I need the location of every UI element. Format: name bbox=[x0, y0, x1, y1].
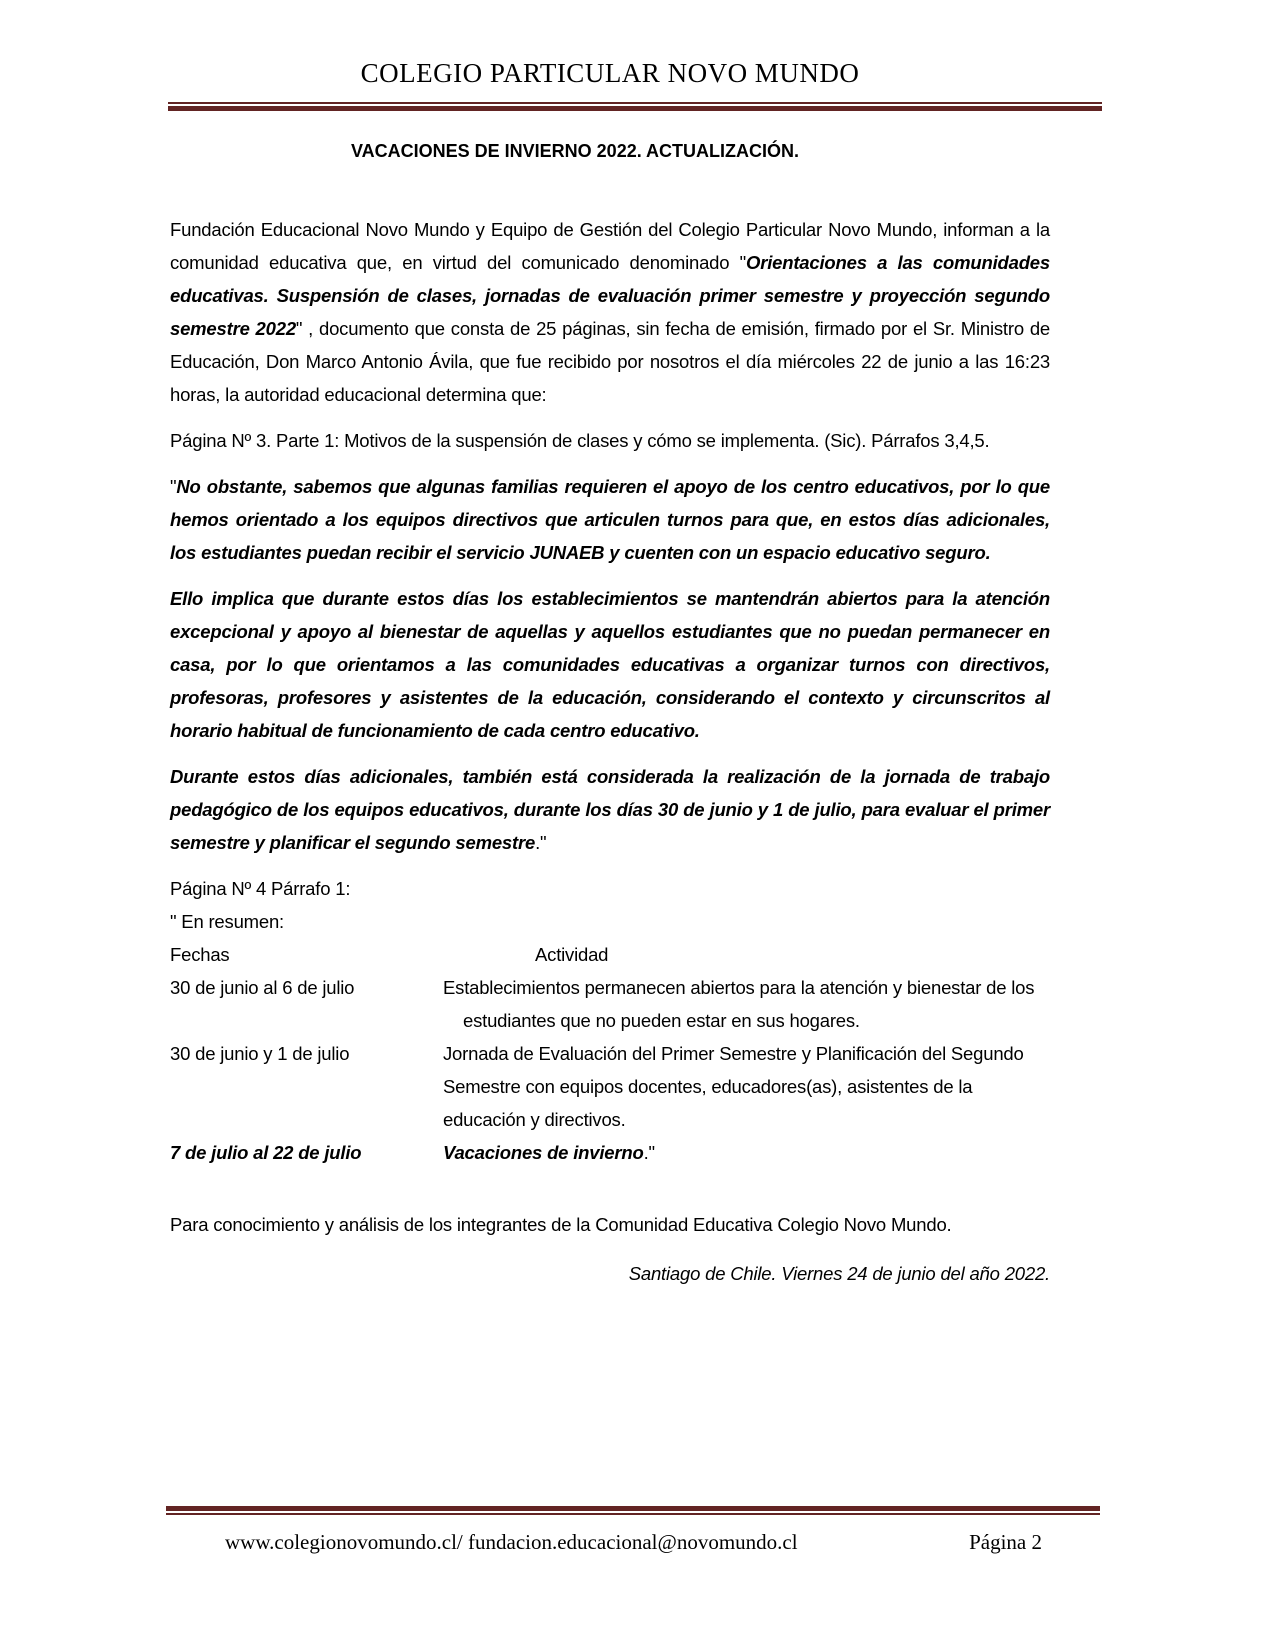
paragraph-quote-ello-implica: Ello implica que durante estos días los establecimientos se mantendrán abiertos para la atención excepcional y apoyo al bienestar de aquellas y aquellos estudiantes que no puedan permanecer en casa, por lo que orientamos a las comunidades educativas a organizar turnos con directivos, profesoras, profesores y asistentes de la educación, considerando el contexto y circunscritos al horario habitual de funcionamiento de cada centro educativo. bbox=[170, 588, 1050, 741]
document-title: VACACIONES DE INVIERNO 2022. ACTUALIZACIÓN. bbox=[350, 141, 800, 161]
paragraph-quote-durante: Durante estos días adicionales, también está considerada la realización de la jornada de trabajo pedagógico de los equipos educativos, durante los días 30 de junio y 1 de julio, para evaluar el primer semestre y planificar el segundo semestre." bbox=[170, 766, 1050, 853]
table-row bbox=[170, 971, 1050, 1037]
header-rule-thick-line bbox=[168, 106, 1102, 111]
table-cell-fecha: 7 de julio al 22 de julio bbox=[170, 1142, 362, 1163]
closing-line: Para conocimiento y análisis de los integrantes de la Comunidad Educativa Colegio Novo Mundo. bbox=[170, 1214, 952, 1235]
page-footer bbox=[168, 1506, 1100, 1555]
table-cell-actividad: Establecimientos permanecen abiertos para la atención y bienestar de los estudiantes que no pueden estar en sus hogares. bbox=[443, 977, 1035, 1031]
header-rule bbox=[168, 102, 1102, 111]
table-cell-fecha: 30 de junio al 6 de julio bbox=[170, 977, 355, 998]
footer-text-row bbox=[168, 1529, 1042, 1555]
table-cell-actividad: Jornada de Evaluación del Primer Semestre y Planificación del Segundo Semestre con equipos docentes, educadores(as), asistentes de la educación y directivos. bbox=[443, 1043, 1024, 1130]
footer-page-number: Página 2 bbox=[969, 1530, 1042, 1554]
school-name-header: COLEGIO PARTICULAR NOVO MUNDO bbox=[360, 58, 860, 88]
table-row bbox=[170, 1136, 1050, 1169]
summary-table bbox=[170, 938, 1050, 1169]
paragraph-pagina3: Página Nº 3. Parte 1: Motivos de la suspensión de clases y cómo se implementa. (Sic). Párrafos 3,4,5. bbox=[170, 430, 990, 451]
footer-rule-thin-line bbox=[166, 1513, 1100, 1515]
table-row bbox=[170, 1037, 1050, 1136]
paragraph-quote-no-obstante: "No obstante, sabemos que algunas familias requieren el apoyo de los centro educativos, por lo que hemos orientado a los equipos directivos que articulen turnos para que, en estos días adicionales, los estudiantes puedan recibir el servicio JUNAEB y cuenten con un espacio educativo seguro. bbox=[170, 476, 1050, 563]
table-header-fechas: Fechas bbox=[170, 944, 230, 965]
table-cell-actividad: Vacaciones de invierno." bbox=[443, 1142, 655, 1163]
table-header-actividad: Actividad bbox=[535, 944, 609, 965]
paragraph-intro: Fundación Educacional Novo Mundo y Equipo de Gestión del Colegio Particular Novo Mundo, informan a la comunidad educativa que, en virtud del comunicado denominado "Orientaciones a las comunidades educativas. Suspensión de clases, jornadas de evaluación primer semestre y proyección segundo semestre 2022" , documento que consta de 25 páginas, sin fecha de emisión, firmado por el Sr. Ministro de Educación, Don Marco Antonio Ávila, que fue recibido por nosotros el día miércoles 22 de junio a las 16:23 horas, la autoridad educacional determina que: bbox=[170, 219, 1050, 405]
dateline: Santiago de Chile. Viernes 24 de junio del año 2022. bbox=[628, 1263, 1050, 1284]
table-header-row bbox=[170, 938, 1050, 971]
table-cell-fecha: 30 de junio y 1 de julio bbox=[170, 1043, 350, 1064]
paragraph-en-resumen: " En resumen: bbox=[170, 911, 284, 932]
footer-rule bbox=[166, 1506, 1100, 1515]
footer-links: www.colegionovomundo.cl/ fundacion.educacional@novomundo.cl bbox=[225, 1530, 798, 1554]
paragraph-pagina4: Página Nº 4 Párrafo 1: bbox=[170, 878, 351, 899]
page-content bbox=[170, 0, 1050, 1290]
